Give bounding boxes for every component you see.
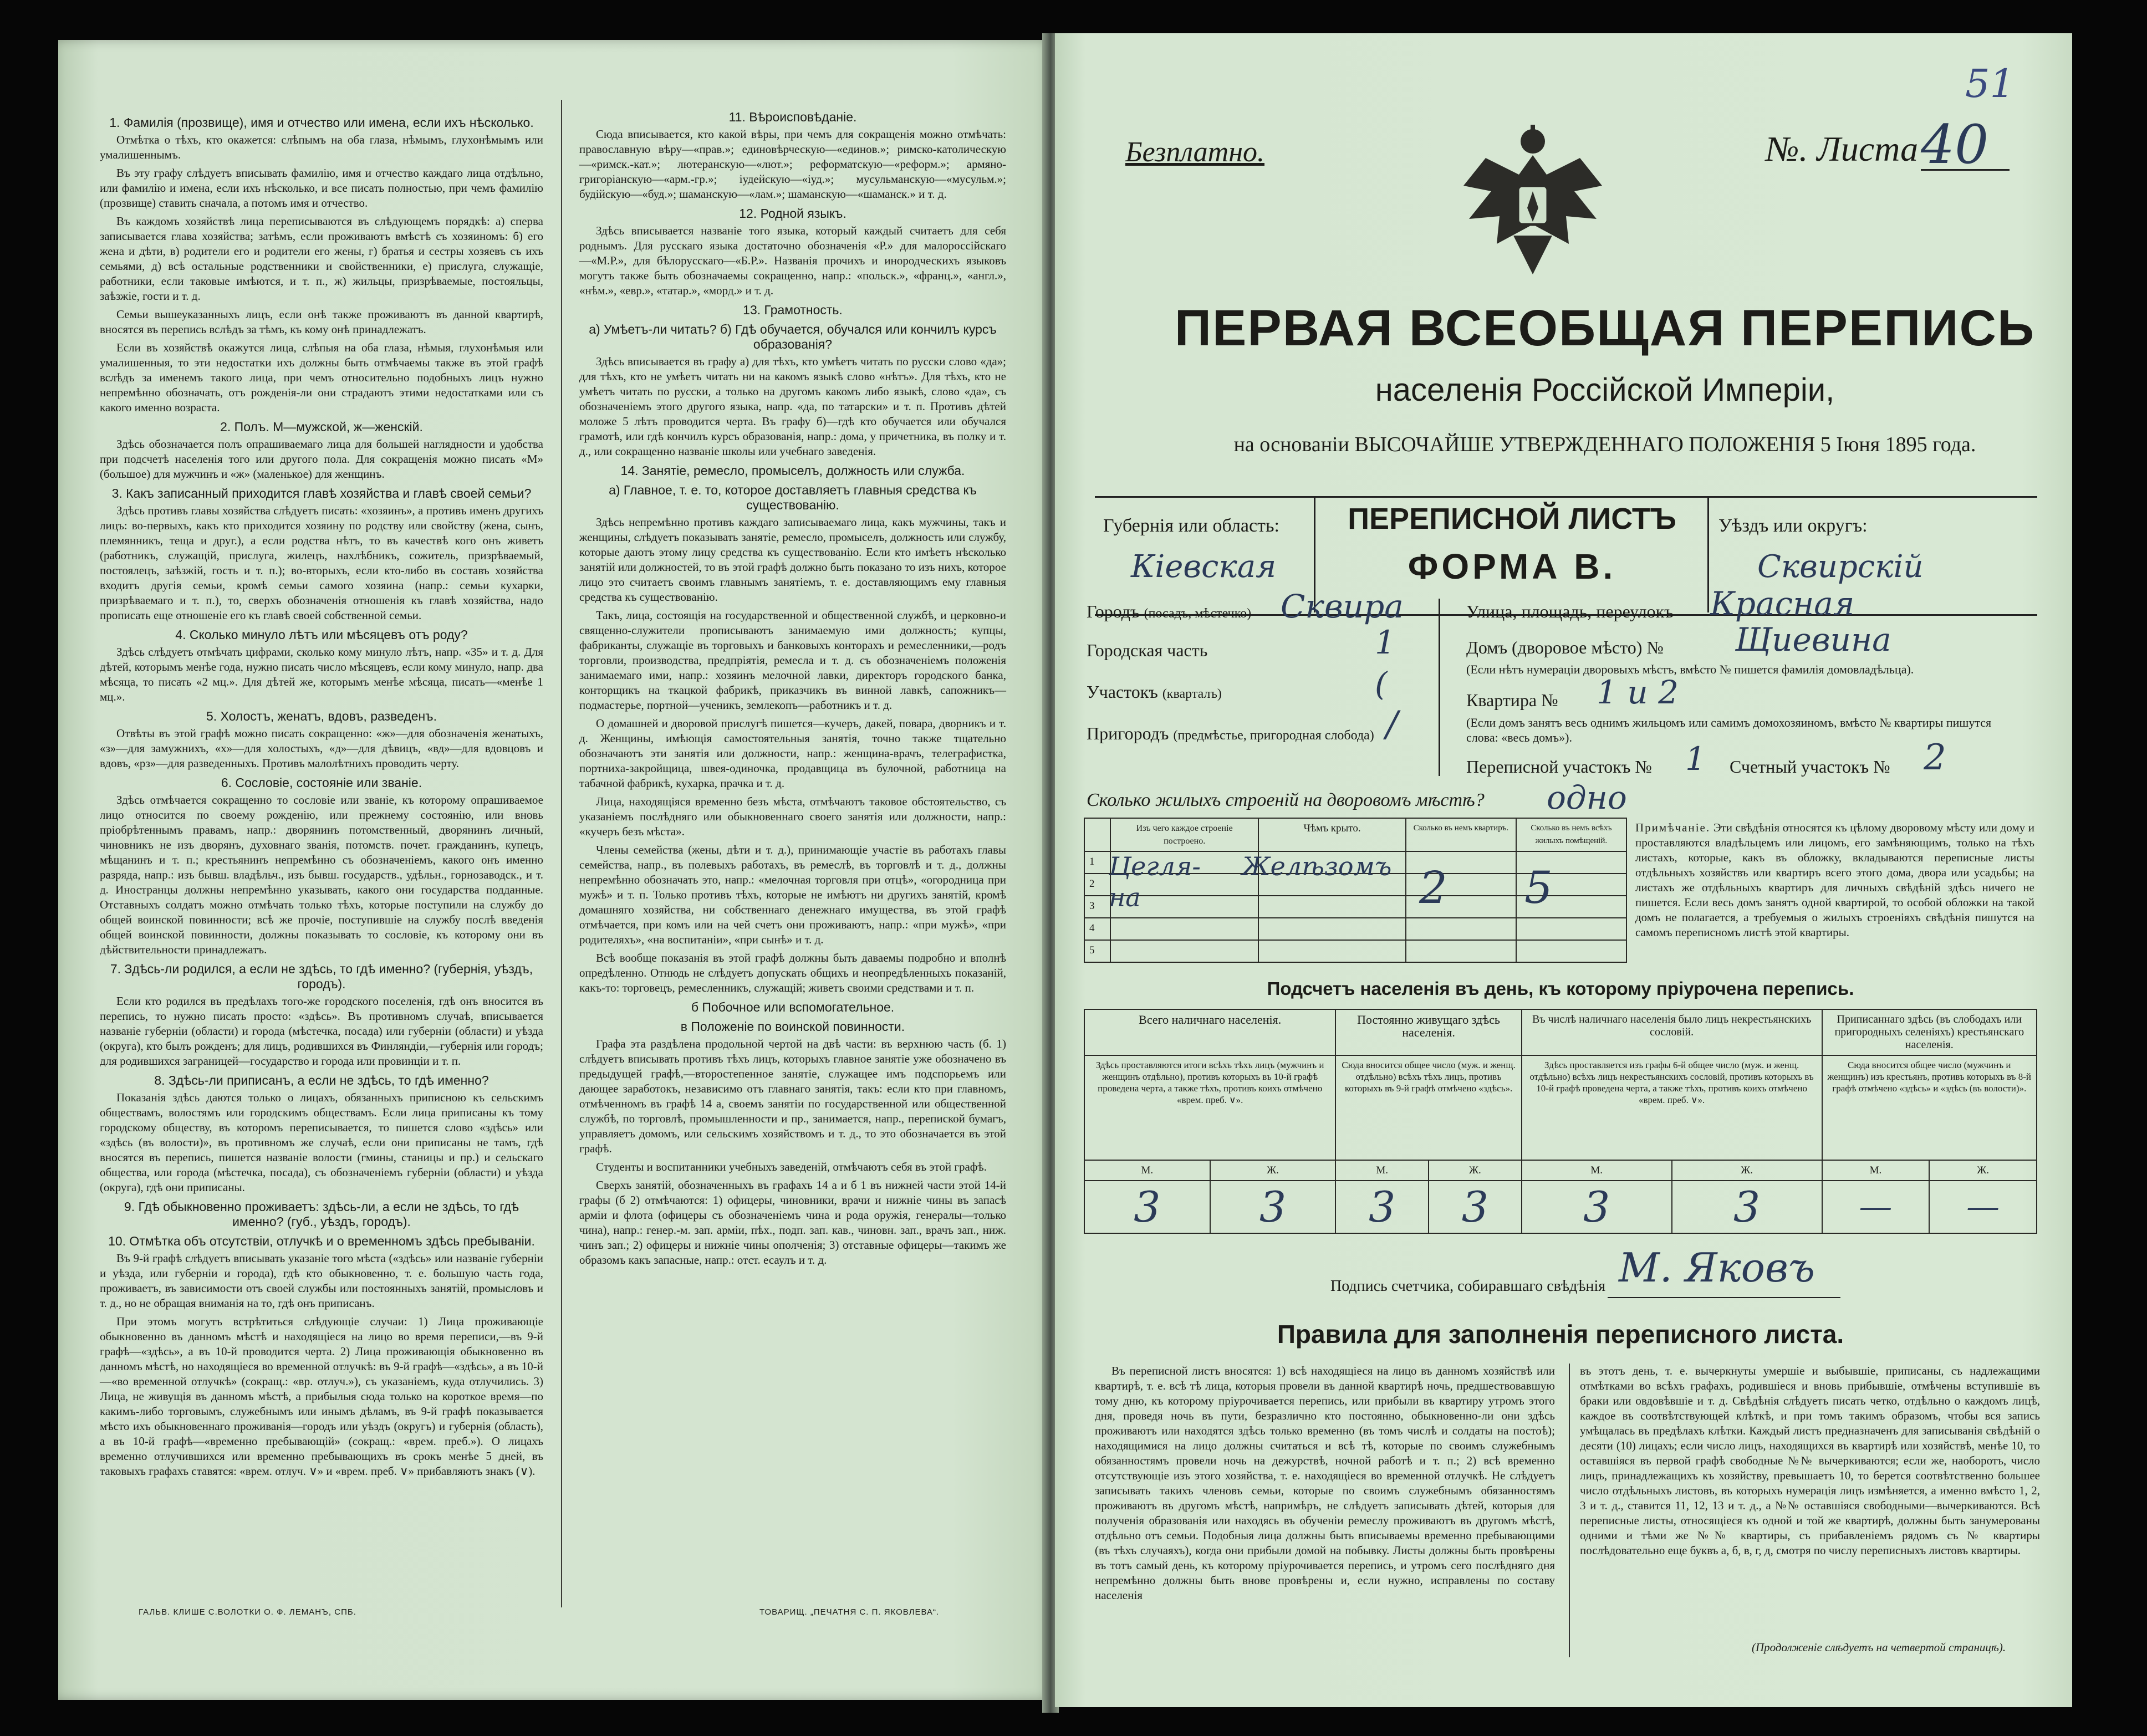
male-label: М. [1522, 1160, 1672, 1181]
buildings-material-value: Цегля-на [1109, 851, 1201, 912]
buildings-rooms-value: 5 [1524, 862, 1553, 913]
primechanie-text: Эти свѣдѣнія относятся къ цѣлому дворовому мѣсту или дому и проставляются владѣльцемъ или лицомъ, его замѣняющимъ, только на тѣхъ листахъ, которые, какъ въ обложку, вкладываются переписные листы отдѣльныхъ хозяйствъ или квартиръ всего этого дома, двора или усадьбы; на листахъ же отдѣльныхъ квартиръ для личныхъ свѣдѣній здѣсь ничего не пишется. Если весь домъ занятъ одной квартирой, то особой обложки на такой домъ не полагается, а требуемыя о жилыхъ строеніяхъ свѣдѣнія пишутся на самомъ переписномъ листѣ этой квартиры. [1635, 821, 2034, 939]
buildings-table-header [1084, 818, 1626, 851]
table-row [1084, 940, 1626, 962]
male-label: М. [1335, 1160, 1429, 1181]
paragraph: Графа эта раздѣлена продольной чертой на двѣ части: въ верхнюю часть (б. 1) слѣдуетъ вписывать противъ тѣхъ лицъ, которыхъ главное занятіе уже обозначено въ предыдущей графѣ,—второстепенное занятіе, служащее имъ подспорьемъ или дающее заработокъ, независимо отъ главнаго занятія, такъ: если кто при главномъ, отмѣченномъ въ графѣ 14 а, своемъ занятіи по государственной или общественной службѣ, по торговлѣ, промышленности и пр., занимается, напр., перепиской бумагъ, управляетъ домомъ, или сельскимъ хозяйствомъ и т. д., то это обозначается въ этой графѣ. [579, 1037, 1006, 1155]
section-heading: 4. Сколько минуло лѣтъ или мѣсяцевъ отъ роду? [175, 627, 468, 642]
paragraph: О домашней и дворовой прислугѣ пишется—кучеръ, дакей, повара, дворникъ и т. д. Женщины, имѣющія самостоятельныя занятія, точно также тщательно обозначаютъ эти занятія или должности, напр.: женщина-врачъ, телеграфистка, портниха-закройщица, швея-одиночка, продавщица въ булочной, работница на табачной фабрикѣ, кухарка, прачка и т. д. [579, 717, 1006, 790]
paragraph: Здѣсь противъ главы хозяйства слѣдуетъ писать: «хозяинъ», а противъ именъ другихъ лицъ: во-первыхъ, какъ кто приходится хозяину по родству или свойству (жена, сынъ, племянникъ, теща и друг.), а если родства нѣтъ, то въ качествѣ кого онъ живетъ (работникъ, служащій, прислуга, жилецъ, нахлѣбникъ, сожитель, призрѣваемый, постоялецъ, заѣзжій, гость и т. п.); во-вторыхъ, если кто-либо въ составъ хозяйства входитъ другія семьи, кромѣ семьи самого хозяина (напр.: семьи кухарки, призрѣваемаго и т. п.), то, сверхъ обозначенія отношенія къ главѣ хозяйства, надо прописать еще отношеніе его къ главѣ своей собственной семьи. [100, 504, 543, 622]
paragraph: Отвѣты въ этой графѣ можно писать сокращенно: «ж»—для обозначенія женатыхъ, «з»—для замужнихъ, «х»—для холостыхъ, «д»—для дѣвицъ, «вд»—для вдовцовъ и вдовъ, «рз»—для разведенныхъ. Противъ малолѣтнихъ проводить черту. [100, 727, 543, 770]
section-heading: 3. Какъ записанный приходится главѣ хозяйства и главѣ своей семьи? [111, 486, 532, 501]
population-mf-row [1084, 1160, 2037, 1181]
peasant-note: Сюда вносится общее число (мужчинъ и женщинъ) изъ крестьянъ, противъ которыхъ въ 8-й графѣ отмѣчено «здѣсь» и «здѣсь (въ волости)». [1822, 1055, 2037, 1160]
female-label: Ж. [1672, 1160, 1822, 1181]
buildings-roof-value: Желѣзомъ [1242, 851, 1392, 881]
paragraph: Въ 9-й графѣ слѣдуетъ вписывать указаніе того мѣста («здѣсь» или названіе губерніи и уѣзда, или губерніи и города), гдѣ кто обыкновенно, т. е. большую часть года, проживаетъ, въ зависимости отъ своей службы или постоянныхъ занятій, промысловъ и т. д., но не обращая вниманія на то, гдѣ онъ приписанъ. [100, 1252, 543, 1310]
paragraph: Здѣсь непремѣнно противъ каждаго записываемаго лица, какъ мужчины, такъ и женщины, слѣдуетъ показывать занятіе, ремесло, промыселъ, должность или службу, которые даютъ этому лицу средства къ существованію. Если кто имѣетъ нѣсколько занятій или должностей, то въ этой графѣ должно быть показано то изъ нихъ, которое лицо это считаетъ своимъ главнымъ занятіемъ, т. е. доставляющимъ ему главныя средства къ существованію. [579, 515, 1006, 604]
stroenii-value: одно [1547, 779, 1627, 816]
address-divider [1439, 599, 1440, 776]
prigorod-note: (предмѣстье, пригородная слобода) [1173, 728, 1374, 743]
section-heading: 12. Родной языкъ. [739, 206, 846, 221]
paragraph: Отмѣтка о тѣхъ, кто окажется: слѣпымъ на оба глаза, нѣмымъ, глухонѣмымъ или умалишеннымъ. [100, 133, 543, 161]
ulitsa-value: Красная [1710, 585, 1855, 622]
paragraph: Сверхъ занятій, обозначенныхъ въ графахъ 14 а и б 1 въ нижней части этой 14-й графы (б 2) отмѣчаются: 1) офицеры, чиновники, врачи и нижніе чины въ запасѣ арміи и флота (офицеры съ обозначеніемъ чина и рода оружія, генералы—только чина), напр.: генер.-м. зап. арміи, пѣх., подп. зап. кав., чиновн. зап., врачъ зап., ниж. чинъ зап.; 2) офицеры и нижніе чины ополченія; 3) отставные офицеры—такимъ же образомъ какъ запасные, напр.: отст. есаулъ и т. д. [579, 1178, 1006, 1267]
census-subtitle: населенія Россійской Имперіи, [1375, 372, 1835, 408]
primechanie-label: Примѣчаніе. [1635, 821, 1711, 834]
section-heading: б Побочное или вспомогательное. [691, 1000, 895, 1014]
permanent-header: Постоянно живущаго здѣсь населенія. [1335, 1009, 1521, 1055]
rules-continued: (Продолженіе слѣдуетъ на четвертой страницѣ). [1752, 1641, 2006, 1654]
rules-divider [1569, 1364, 1570, 1657]
section-heading: 14. Занятіе, ремесло, промыселъ, должность или служба. [620, 463, 965, 478]
table-row [1084, 918, 1626, 940]
kvartira-label: Квартира № [1466, 690, 1558, 710]
uezd-value: Сквирскій [1757, 549, 1924, 585]
female-label: Ж. [1210, 1160, 1336, 1181]
count-value: — [1929, 1181, 2037, 1233]
chast-label: Городская часть [1087, 640, 1208, 660]
population-notes-row [1084, 1055, 2037, 1160]
row-number-header [1084, 818, 1110, 851]
dom-value: Щиевина [1735, 621, 1891, 658]
population-values-row [1084, 1181, 2037, 1233]
section-heading: 9. Гдѣ обыкновенно проживаетъ: здѣсь-ли, а если не здѣсь, то гдѣ именно? (губ., уѣздъ, городъ). [124, 1199, 519, 1229]
uchastok-label-text: Участокъ [1087, 682, 1158, 702]
uchastok-note: (кварталъ) [1162, 687, 1222, 701]
count-value: 3 [1210, 1181, 1336, 1233]
row-number: 2 [1084, 874, 1110, 896]
female-label: Ж. [1429, 1160, 1522, 1181]
signature-value: М. Яковъ [1619, 1244, 1815, 1291]
column-divider [561, 100, 562, 1607]
census-basis-line: на основаніи ВЫСОЧАЙШЕ УТВЕРЖДЕННАГО ПОЛОЖЕНІЯ 5 Іюня 1895 года. [1233, 433, 1976, 456]
section-heading: а) Главное, т. е. то, которое доставляетъ главныя средства къ существованію. [609, 483, 977, 512]
form-title-line-2: ФОРМА В. [1407, 547, 1616, 586]
section-heading: 8. Здѣсь-ли приписанъ, а если не здѣсь, то гдѣ именно? [154, 1073, 489, 1087]
paragraph: Въ каждомъ хозяйствѣ лица переписываются въ слѣдующемъ порядкѣ: а) сперва записывается глава хозяйства; затѣмъ, если проживаютъ вмѣстѣ съ хозяиномъ: б) его жена и дѣти, в) родители его и родители его жены, г) братья и сестры хозяевъ съ ихъ семьями, д) всѣ остальные родственники и свойственники, е) прислуга, служащіе, работники, если таковые имѣются, и т. п., ж) жильцы, призрѣваемые, постояльцы, заѣзжіе, гости и т. д. [100, 215, 543, 303]
section-heading: в Положеніе по воинской повинности. [680, 1019, 905, 1034]
section-heading: 7. Здѣсь-ли родился, а если не здѣсь, то гдѣ именно? (губернія, уѣздъ, городъ). [110, 962, 533, 991]
total-present-header: Всего наличнаго населенія. [1084, 1009, 1335, 1055]
section-heading: 10. Отмѣтка объ отсутствіи, отлучкѣ и о временномъ здѣсь пребываніи. [108, 1234, 535, 1248]
perep-uchastok-label: Переписной участокъ № [1466, 757, 1652, 777]
section-heading: 2. Полъ. М—мужской, ж—женскій. [220, 420, 423, 434]
kvartira-value: 1 и 2 [1597, 673, 1679, 711]
paragraph: Въ эту графу слѣдуетъ вписывать фамилію, имя и отчество каждаго лица отдѣльно, или фамилію и имена, если ихъ нѣсколько, и все писать полностью, при чемъ фамилію (прозвище) ставить сначала, а потомъ имя и отчество. [100, 166, 543, 210]
row-number: 3 [1084, 896, 1110, 918]
paragraph: Здѣсь слѣдуетъ отмѣчать цифрами, сколько кому минуло лѣтъ, напр. «35» и т. д. Для дѣтей, которымъ менѣе года, нужно писать число мѣсяцевъ, если кому минуло, напр. два мѣсяца, то писать «2 мц.». Для дѣтей же, которымъ менѣе мѣсяца, писать—«менѣе 1 мц.». [100, 645, 543, 703]
gorod-note: (посадъ, мѣстечко) [1144, 606, 1252, 621]
paragraph: Здѣсь вписывается въ графу а) для тѣхъ, кто умѣетъ читать по русски слово «да»; для тѣхъ, кто не умѣетъ читать ни на какомъ языкѣ слово «нѣтъ». Для тѣхъ, кто не умѣетъ читать по русски, а только на другомъ какомъ либо языкѣ, слово «да», съ обозначеніемъ этого другого языка, напр. «да, по татарски» и т. п. Противъ дѣтей моложе 5 лѣтъ проводится черта. Въ графу б)—гдѣ кто обучается или обучался грамотѣ, или гдѣ кончилъ курсъ образованія, напр.: дома, у причетника, въ полку и т. д., или сокращенно названіе школы или учебнаго заведенія. [579, 355, 1006, 458]
section-heading: 11. Вѣроисповѣданіе. [728, 110, 857, 124]
non-peasant-note: Здѣсь проставляется изъ графы 6-й общее число (муж. и женщ. отдѣльно) всѣхъ лицъ некрестьянскихъ сословій, противъ которыхъ въ 10-й графѣ проведена черта, а также тѣхъ, противъ коихъ отмѣчено «врем. преб. ∨». [1522, 1055, 1822, 1160]
section-heading: 13. Грамотность. [743, 303, 843, 317]
row-number: 5 [1084, 940, 1110, 962]
imperial-eagle-emblem [1452, 125, 1613, 285]
count-value: 3 [1335, 1181, 1429, 1233]
peasant-header: Приписаннаго здѣсь (въ слободахъ или пригородныхъ селеніяхъ) крестьянскаго населенія. [1822, 1009, 2037, 1055]
total-present-note: Здѣсь проставляются итоги всѣхъ тѣхъ лицъ (мужчинъ и женщинъ отдѣльно), противъ которыхъ въ 10-й графѣ проведена черта, а также тѣхъ, противъ коихъ отмѣчено «врем. преб. ∨». [1084, 1055, 1335, 1160]
rules-title: Правила для заполненія переписного листа. [1277, 1320, 1844, 1349]
gorod-value: Сквира [1281, 588, 1404, 625]
section-heading: 5. Холостъ, женатъ, вдовъ, разведенъ. [206, 709, 437, 723]
stroenii-question: Сколько жилыхъ строеній на дворовомъ мѣстѣ? [1087, 790, 1485, 810]
row-number: 1 [1084, 851, 1110, 874]
paragraph: Такъ, лица, состоящія на государственной и общественной службѣ, и церковно-и священно-служители прописываютъ занимаемую ими должность; купцы, фабриканты, служащіе въ торговыхъ и банковыхъ конторахъ и ремесленники,—родъ торговли, производства, предпріятія, ремесла и т. д. съ обозначеніемъ положенія занимаемаго ими, напр.: хозяинъ мелочной лавки, директоръ городского банка, конторщикъ на ткацкой фабрикѣ, приказчикъ въ винной лавкѣ, сапожникъ—подмастерье, портной—ученикъ, землекопъ—работникъ и т. д. [579, 609, 1006, 712]
rules-column-2: въ этотъ день, т. е. вычеркнуты умершіе и выбывшіе, приписаны, съ надлежащими отмѣтками во всѣхъ графахъ, родившіеся и вновь прибывшіе, отмѣчены вступившіе въ браки или овдовѣвшіе и т. д. Свѣдѣнія слѣдуетъ писать четко, отдѣльно о каждомъ лицѣ, каждое въ соотвѣтствующей клѣткѣ, и при томъ такимъ образомъ, чтобы вся запись умѣщалась въ предѣлахъ клѣтки. Каждый листъ предназначенъ для записыванія свѣдѣній о десяти (10) лицахъ; если число лицъ, находящихся въ квартирѣ или хозяйствѣ, менѣе 10, то оставшіяся въ первой графѣ свободные №№ вычеркиваются; если же, наоборотъ, число лицъ, принадлежащихъ къ хозяйству, превышаетъ 10, то берется соотвѣтственно большее число отдѣльныхъ листовъ, въ которыхъ нумерація лицъ измѣняется, а именно вмѣсто 1, 2, 3 и т. д., ставится 11, 12, 13 и т. д., а №№ оставшіяся свободными—вычеркиваются. Всѣ переписные листы, относящіеся къ одной и той же квартирѣ, должны быть занумерованы одними и тѣми же №№ квартиры, съ прибавленіемъ рядомъ съ № квартиры послѣдовательно еще буквъ а, б, в, г, д, смотря по числу переписныхъ листовъ квартиры. [1580, 1364, 2040, 1557]
gorod-label [1087, 601, 1251, 622]
male-label: М. [1822, 1160, 1930, 1181]
paragraph: Сюда вписывается, кто какой вѣры, при чемъ для сокращенія можно отмѣчать: православную вѣру—«прав.»; единовѣрческую—«единов.»; римско-католическую—«римск.-кат.»; лютеранскую—«лют.»; реформатскую—«реформ.»; армяно-григоріанскую—«арм.-гр.»; іудейскую—«іуд.»; мусульманскую—«мусульм.»; будійскую—«буд.»; шаманскую—«лам.»; шаманскую—«шаманск.» и т. д. [579, 127, 1006, 201]
rules-column-1: Въ переписной листъ вносятся: 1) всѣ находящіеся на лицо въ данномъ хозяйствѣ или квартирѣ, т. е. всѣ тѣ лица, которыя провели въ данной квартирѣ ночь, предшествовавшую тому дню, къ которому пріурочивается перепись, или прибыли въ квартиру утромъ этого дня, проведя ночь въ пути, безразлично кто постоянно, обыкновенно-ли они здѣсь проживаютъ или находятся здѣсь только временно (въ томъ числѣ и солдаты на постоѣ); находящимися на лицо должны считаться и всѣ тѣ, которые по своимъ служебнымъ обязанностямъ провели ночь на дежурствѣ, ночной работѣ и т. п.; 2) всѣ временно отсутствующіе изъ этого хозяйства, т. е. находящіеся во временной отлучкѣ. Не слѣдуетъ записывать такихъ членовъ семьи, которые по своимъ служебнымъ обязанностямъ проживаютъ въ другомъ мѣстѣ, напримѣръ, не слѣдуетъ записывать дѣтей, которыя для полученія образованія или находясь въ обученіи ремеслу проживаютъ въ другомъ мѣстѣ, отдѣльно отъ семьи. Подобныя лица должны быть вписываемы временно пребывающими (въ тѣхъ случаяхъ), когда они прибыли домой на побывку. Листы должны быть провѣрены въ тотъ самый день, къ которому пріурочивается перепись, и утромъ сего послѣдняго дня непремѣнно должны быть внове провѣрены и, если нужно, исправлены по составу населенія [1095, 1364, 1555, 1602]
left-page-column-2 [579, 105, 1006, 1271]
podschet-title: Подсчетъ населенія въ день, къ которому пріурочена перепись. [1267, 978, 1854, 999]
count-value: — [1822, 1181, 1930, 1233]
section-heading: 6. Сословіе, состояніе или званіе. [221, 775, 422, 790]
roof-header: Чѣмъ крыто. [1258, 818, 1406, 851]
signature-label: Подпись счетчика, собиравшаго свѣдѣнія [1330, 1278, 1606, 1295]
rooms-header: Сколько въ немъ всѣхъ жилыхъ помѣщеній. [1516, 818, 1626, 851]
female-label: Ж. [1929, 1160, 2037, 1181]
paragraph: Показанія здѣсь даются только о лицахъ, обязанныхъ приписною къ сельскимъ обществамъ, волостямъ или городскимъ обществамъ. Если лица приписаны къ тому городскому обществу, въ которомъ переписывается, то пишется слово «здѣсь» или «здѣсь (въ волости)», въ противномъ же случаѣ, если они приписаны не тамъ, гдѣ вносятся въ перепись, пишется названіе волости (гмины, станицы и пр.) и сельскаго общества, или города (мѣстечка, посада), съ обозначеніемъ губерніи (области) и уѣзда (округа), гдѣ они приписаны. [100, 1091, 543, 1194]
sheet-number-value: 40 [1921, 114, 1989, 176]
paragraph: Семьи вышеуказанныхъ лицъ, если онѣ также проживаютъ въ данной квартирѣ, вносятся въ перепись вслѣдъ за тѣмъ, къ кому онѣ принадлежатъ. [100, 308, 543, 336]
paragraph: Всѣ вообще показанія въ этой графѣ должны быть даваемы подробно и вполнѣ опредѣленно. Отнюдь не слѣдуетъ допускать общихъ и неопредѣленныхъ показаній, какъ-то: торговецъ, ремесленникъ, служащій; живетъ своими средствами и т. п. [579, 951, 1006, 994]
sheet-number-label: №. Листа [1766, 129, 1919, 169]
male-label: М. [1084, 1160, 1210, 1181]
population-count-table [1084, 1009, 2037, 1234]
section-heading: 1. Фамилія (прозвище), имя и отчество или имена, если ихъ нѣсколько. [109, 115, 534, 130]
prigorod-value: / [1386, 704, 1398, 745]
material-header: Изъ чего каждое строеніе построено. [1110, 818, 1258, 851]
form-title-line-1: ПЕРЕПИСНОЙ ЛИСТЪ [1348, 502, 1676, 535]
footer-right-imprint: ТОВАРИЩ. „ПЕЧАТНЯ С. П. ЯКОВЛЕВА“. [759, 1607, 940, 1617]
footer-left-imprint: ГАЛЬВ. КЛИШЕ С.ВОЛОТКИ О. Ф. ЛЕМАНЪ, СПБ. [139, 1607, 356, 1617]
paragraph: Члены семейства (жены, дѣти и т. д.), принимающіе участіе въ работахъ главы семейства, напр., въ полевыхъ работахъ, въ ремеслѣ, въ торговлѣ и т. д., должны непремѣнно обозначать это, напр.: «мелочная торговля при отцѣ», «огородница при мужѣ» и т. п. Только противъ тѣхъ, которые не имѣютъ ни другихъ занятій, кромѣ домашняго хозяйства, ни собственнаго денежнаго имущества, въ этой графѣ отмѣчается, при комъ или на чей счетъ они проживаютъ, напр.: «при мужѣ», «при родителяхъ», «на воспитаніи», «при сынѣ» и т. д. [579, 843, 1006, 946]
perep-uchastok-value: 1 [1685, 740, 1706, 778]
paragraph: Здѣсь вписывается названіе того языка, который каждый считаетъ для себя роднымъ. Для русскаго языка достаточно обозначенія «Р.» для малороссійскаго—«М.Р.», для бѣлорусскаго—«Б.Р.». Названія прочихъ и инородческихъ языковъ могутъ также быть обозначаемы сокращенно, напр.: «польск.», «франц.», «англ.», «нѣм.», «евр.», «татар.», «морд.» и т. д. [579, 224, 1006, 297]
permanent-note: Сюда вносится общее число (муж. и женщ. отдѣльно) всѣхъ тѣхъ лицъ, противъ которыхъ въ 9-й графѣ отмѣчено «здѣсь». [1335, 1055, 1521, 1160]
chast-value: 1 [1375, 624, 1395, 661]
row-number: 4 [1084, 918, 1110, 940]
schet-uchastok-value: 2 [1924, 737, 1946, 778]
count-value: 3 [1429, 1181, 1522, 1233]
population-header-row [1084, 1009, 2037, 1055]
left-page-column-1 [100, 111, 543, 1482]
gubernia-value: Кіевская [1131, 549, 1277, 585]
apartments-header: Сколько въ немъ квартиръ. [1406, 818, 1516, 851]
schet-uchastok-label: Счетный участокъ № [1730, 757, 1890, 777]
free-label: Безплатно. [1125, 136, 1265, 168]
paragraph: Если кто родился въ предѣлахъ того-же городского поселенія, гдѣ онъ вносится въ перепись, то нужно писать просто: «здѣсь». Въ противномъ случаѣ, вписывается названіе губерніи (области) и города (мѣстечка, посада) или губерніи (области) и уѣзда (округа), кто былъ рожденъ; для лицъ, родившихся въ Финляндіи,—губернія или городъ; для родившихся заграницей—государство и города или провинціи и т. п. [100, 994, 543, 1068]
header-box-divider-right [1707, 496, 1709, 612]
paragraph: Студенты и воспитанники учебныхъ заведеній, отмѣчаютъ себя въ этой графѣ. [596, 1160, 987, 1173]
paragraph: При этомъ могутъ встрѣтиться слѣдующіе случаи: 1) Лица проживающіе обыкновенно въ данномъ мѣстѣ и находящіеся на лицо во время переписи,—въ 9-й графѣ—«здѣсь», а въ 10-й проводится черта. 2) Лица проживающія обыкновенно въ данномъ мѣстѣ, но находящіеся во временной отлучкѣ: въ 9-й графѣ—«здѣсь», а въ 10-й—«во временной отлучкѣ» (сокращ.: «вр. отлуч.»), съ указаніемъ, куда отлучились. 3) Лица, не живущія въ данномъ мѣстѣ, а прибылыя сюда только на короткое время—по какимъ-либо торговымъ, служебнымъ или инымъ дѣламъ, въ 9-й графѣ показывается мѣсто ихъ обыкновеннаго проживанія—городъ или уѣздъ (округъ) и губернія (область), а въ 10-й графѣ—«временно пребывающій» (сокращ.: «врем. преб.»). О лицахъ временно отлучившихся или временно пребывающихъ въ срокъ менѣе 5 дней, въ таковыхъ графахъ ставятся: «врем. отлуч. ∨» и «врем. преб. ∨» прибавляютъ знакъ (∨). [100, 1315, 543, 1478]
corner-page-number: 51 [1965, 61, 2015, 106]
census-title: ПЕРВАЯ ВСЕОБЩАЯ ПЕРЕПИСЬ [1174, 300, 2036, 356]
paragraph: Если въ хозяйствѣ окажутся лица, слѣпыя на оба глаза, нѣмыя, глухонѣмыя или умалишенныя, то эти недостатки ихъ должны быть отмѣчаемы также въ этой графѣ вслѣдъ за именемъ такого лица, при чемъ относительно подобныхъ лицъ нужно непремѣнно обозначать, отъ рожденія-ли они страдаютъ этими недостатками или съ какого именно возраста. [100, 341, 543, 414]
count-value: 3 [1522, 1181, 1672, 1233]
uezd-label: Уѣздъ или округъ: [1718, 515, 1868, 536]
paragraph: Здѣсь обозначается полъ опрашиваемаго лица для большей наглядности и удобства при подсчетѣ населенія того или другого пола. Для сокращенія можно писать «М» (большое) для мужчинъ и «ж» (маленькое) для женщинъ. [100, 437, 543, 481]
buildings-apartments-value: 2 [1419, 862, 1447, 913]
section-heading: а) Умѣетъ-ли читать? б) Гдѣ обучается, обучался или кончилъ курсъ образованія? [589, 322, 997, 351]
gubernia-label: Губернія или область: [1103, 515, 1279, 536]
count-value: 3 [1672, 1181, 1822, 1233]
count-value: 3 [1084, 1181, 1210, 1233]
non-peasant-header: Въ числѣ наличнаго населенія было лицъ некрестьянскихъ сословій. [1522, 1009, 1822, 1055]
dom-note: (Если нѣтъ нумераціи дворовыхъ мѣстъ, вмѣсто № пишется фамилія домовладѣльца). [1466, 662, 1914, 676]
paragraph: Здѣсь отмѣчается сокращенно то сословіе или званіе, къ которому опрашиваемое лицо относится по своему рожденію, или прежнему состоянію, или вновь пріобрѣтеннымъ правамъ, напр.: дворянинъ потомственный, дворянинъ личный, чиновникъ не изъ дворянъ, духовнаго званія, потомств. почет. гражданинъ, купецъ, мѣщанинъ и т. п.; крестьянинъ непремѣнно съ обозначеніемъ, какого онъ именно разряда, напр.: изъ бывш. владѣльч., изъ бывш. государств., удѣльн., горнозаводск., и т. д. Иностранцы должны непремѣнно указывать, какого они государства подданные. Отставныхъ солдатъ можно отмѣчать только тѣхъ, которые поступили на службу до общей воинской повинности; всѣ же прочіе, поступившіе на службу послѣ введенія общей воинской повинности, должны показывать то сословіе, къ которому они въ дѣйствительности принадлежатъ. [100, 793, 543, 956]
paragraph: Лица, находящіяся временно безъ мѣста, отмѣчаютъ таковое обстоятельство, съ указаніемъ послѣдняго или обыкновеннаго своего занятія или должности, напр.: «кучеръ безъ мѣста». [579, 795, 1006, 838]
ulitsa-label: Улица, площадь, переулокъ [1466, 601, 1674, 621]
signature-line [1608, 1297, 1840, 1298]
prigorod-label-text: Пригородъ [1087, 723, 1169, 743]
uchastok-value: ( [1375, 665, 1388, 703]
kvartira-note: (Если домъ занятъ весь однимъ жильцомъ или самимъ домохозяиномъ, вмѣсто № квартиры пишутся слова: «весь домъ»). [1466, 716, 1992, 744]
uchastok-label [1087, 682, 1222, 702]
prigorod-label [1087, 723, 1374, 744]
primechanie-block [1635, 820, 2034, 940]
gorod-label-text: Городъ [1087, 601, 1140, 621]
dom-label: Домъ (дворовое мѣсто) № [1466, 637, 1664, 657]
